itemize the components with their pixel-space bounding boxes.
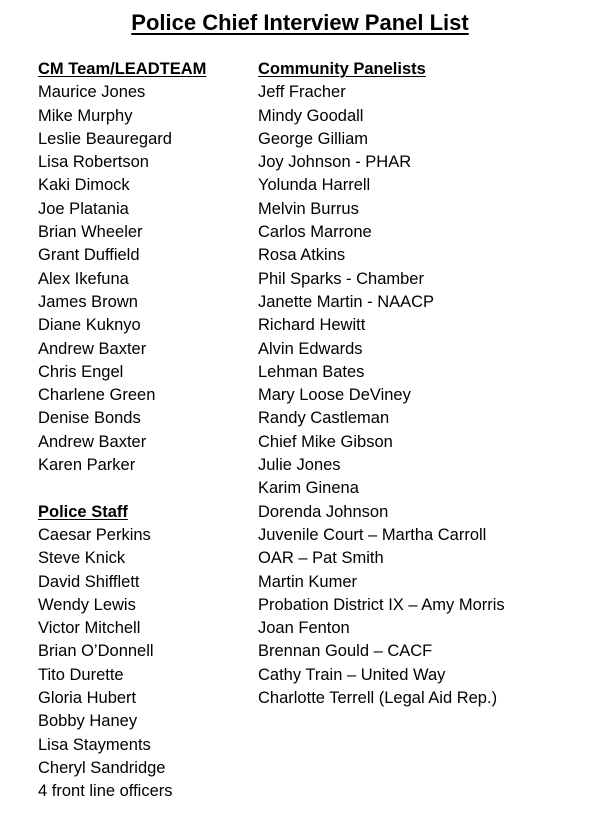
cm-team-member: Andrew Baxter [38,432,147,451]
police-staff-member: Bobby Haney [38,712,138,731]
police-staff-member: Steve Knick [38,549,126,568]
cm-team-member: Lisa Robertson [38,153,149,172]
cm-team-member: James Brown [38,292,138,311]
community-member: George Gilliam [258,129,369,148]
community-member: Brennan Gould – CACF [258,642,433,661]
police-staff-member: Lisa Stayments [38,735,151,754]
police-staff-member: Victor Mitchell [38,619,141,638]
community-member: OAR – Pat Smith [258,549,384,568]
community-member: Juvenile Court – Martha Carroll [258,525,487,544]
police-staff-member: Wendy Lewis [38,595,136,614]
community-member: Karim Ginena [258,479,359,498]
community-member: Martin Kumer [258,572,358,591]
community-member: Melvin Burrus [258,199,359,218]
police-staff-member: Cheryl Sandridge [38,758,166,777]
cm-team-member: Charlene Green [38,386,156,405]
community-member: Joan Fenton [258,619,350,638]
right-column [258,58,588,710]
police-staff-member: 4 front line officers [38,782,173,801]
community-member: Probation District IX – Amy Morris [258,595,505,614]
cm-team-member: Maurice Jones [38,83,146,102]
community-member: Joy Johnson - PHAR [258,153,412,172]
cm-team-member: Grant Duffield [38,246,140,265]
cm-team-list [38,81,248,477]
community-member: Alvin Edwards [258,339,363,358]
section-spacer [38,477,248,500]
cm-team-heading: CM Team/LEADTEAM [38,60,207,78]
cm-team-member: Karen Parker [38,456,136,475]
community-member: Charlotte Terrell (Legal Aid Rep.) [258,689,498,708]
community-member: Carlos Marrone [258,223,372,242]
community-member: Cathy Train – United Way [258,665,446,684]
community-member: Mary Loose DeViney [258,386,411,405]
police-staff-member: Caesar Perkins [38,525,151,544]
community-member: Randy Castleman [258,409,390,428]
page-title [0,10,600,36]
cm-team-member: Alex Ikefuna [38,269,129,288]
cm-team-member: Kaki Dimock [38,176,130,195]
community-member: Rosa Atkins [258,246,346,265]
community-member: Julie Jones [258,456,341,475]
community-member: Richard Hewitt [258,316,366,335]
community-member: Yolunda Harrell [258,176,371,195]
community-heading: Community Panelists [258,60,426,78]
community-list [258,81,588,710]
police-staff-list [38,524,248,804]
left-column [38,58,248,804]
cm-team-member: Leslie Beauregard [38,129,172,148]
community-member: Phil Sparks - Chamber [258,269,424,288]
cm-team-member: Denise Bonds [38,409,141,428]
cm-team-member: Brian Wheeler [38,223,143,242]
community-member: Chief Mike Gibson [258,432,393,451]
cm-team-member: Chris Engel [38,362,124,381]
community-member: Jeff Fracher [258,83,346,102]
police-staff-member: Brian O’Donnell [38,642,154,661]
police-staff-member: Tito Durette [38,665,124,684]
police-staff-member: David Shifflett [38,572,140,591]
community-member: Mindy Goodall [258,106,364,125]
community-member: Dorenda Johnson [258,502,389,521]
cm-team-member: Joe Platania [38,199,129,218]
cm-team-member: Mike Murphy [38,106,133,125]
cm-team-member: Andrew Baxter [38,339,147,358]
community-member: Lehman Bates [258,362,365,381]
community-member: Janette Martin - NAACP [258,292,435,311]
cm-team-member: Diane Kuknyo [38,316,141,335]
police-staff-heading: Police Staff [38,502,128,521]
police-staff-member: Gloria Hubert [38,689,137,708]
page-title-text: Police Chief Interview Panel List [131,10,469,35]
